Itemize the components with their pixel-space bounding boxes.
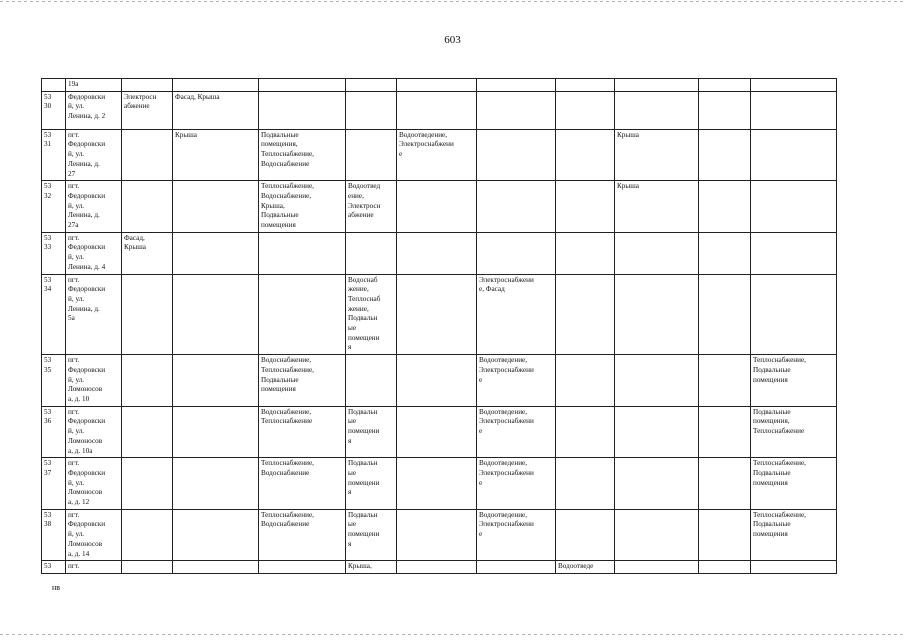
work-type-cell (122, 561, 173, 574)
work-type-cell (259, 274, 346, 355)
work-type-cell (122, 355, 173, 407)
work-type-cell: Подвальн ые помещени я (346, 458, 397, 510)
table-row (42, 274, 837, 355)
scan-edge-top (0, 1, 905, 2)
row-number-cell: 53 33 (42, 232, 66, 274)
address-cell: 19а (66, 79, 122, 92)
work-type-cell (477, 91, 556, 129)
work-type-cell (122, 406, 173, 458)
table-row (42, 91, 837, 129)
work-type-cell (259, 79, 346, 92)
table-row (42, 232, 837, 274)
work-type-cell (122, 458, 173, 510)
work-type-cell (556, 274, 615, 355)
work-type-cell (397, 355, 477, 407)
work-type-cell: Теплоснабжение, Подвальные помещения (751, 355, 837, 407)
row-number-cell: 53 35 (42, 355, 66, 407)
work-type-cell: Теплоснабжение, Подвальные помещения (751, 458, 837, 510)
work-type-cell (397, 561, 477, 574)
work-type-cell (556, 79, 615, 92)
work-type-cell (173, 561, 259, 574)
row-number-cell: 53 34 (42, 274, 66, 355)
work-type-cell: Водоотведение, Электроснабжени е (477, 355, 556, 407)
work-type-cell (556, 129, 615, 181)
work-type-cell (615, 91, 699, 129)
work-type-cell (173, 181, 259, 233)
work-type-cell: Водоснаб жение, Теплоснаб жение, Подвальн ые помещени я (346, 274, 397, 355)
work-type-cell (615, 232, 699, 274)
work-type-cell (751, 274, 837, 355)
row-number-cell (42, 79, 66, 92)
work-type-cell: Электроснабжени е, Фасад (477, 274, 556, 355)
work-type-cell: Водоснабжение, Теплоснабжение, Подвальные помещения (259, 355, 346, 407)
row-number-cell: 53 (42, 561, 66, 574)
work-type-cell: Водоотведение, Электроснабжени е (477, 458, 556, 510)
scan-edge-bottom (0, 634, 905, 635)
work-type-cell (477, 232, 556, 274)
work-type-cell (346, 232, 397, 274)
work-type-cell: Электросн абжение (122, 91, 173, 129)
work-type-cell (751, 181, 837, 233)
row-number-cell: 53 30 (42, 91, 66, 129)
address-cell: пгт. Федоровски й, ул. Ленина, д. 27а (66, 181, 122, 233)
work-type-cell: Теплоснабжение, Подвальные помещения (751, 509, 837, 561)
work-type-cell (699, 355, 751, 407)
work-type-cell (346, 79, 397, 92)
work-type-cell (699, 79, 751, 92)
work-type-cell: Подвальн ые помещени я (346, 509, 397, 561)
address-cell: пгт. (66, 561, 122, 574)
row-number-cell: 53 38 (42, 509, 66, 561)
work-type-cell (751, 561, 837, 574)
row-number-cell: 53 32 (42, 181, 66, 233)
work-type-cell (346, 355, 397, 407)
row-number-cell: 53 31 (42, 129, 66, 181)
work-type-cell: Фасад, Крыша (122, 232, 173, 274)
work-type-cell (397, 406, 477, 458)
work-type-cell (615, 561, 699, 574)
address-cell: пгт. Федоровски й, ул. Ломоносов а, д. 12 (66, 458, 122, 510)
address-cell: пгт. Федоровски й, ул. Ленина, д. 5а (66, 274, 122, 355)
work-type-cell (173, 509, 259, 561)
work-type-cell (556, 509, 615, 561)
work-type-cell (751, 232, 837, 274)
work-type-cell (699, 561, 751, 574)
work-type-cell (259, 232, 346, 274)
work-type-cell (122, 79, 173, 92)
work-type-cell (397, 91, 477, 129)
work-type-cell: Водоотведение, Электроснабжени е (397, 129, 477, 181)
work-type-cell (346, 129, 397, 181)
table-row (42, 458, 837, 510)
work-type-cell: Крыша (615, 129, 699, 181)
work-type-cell: Фасад, Крыша (173, 91, 259, 129)
table-row (42, 79, 837, 92)
work-type-cell (699, 274, 751, 355)
work-type-cell (615, 458, 699, 510)
work-type-cell (346, 91, 397, 129)
work-type-cell (397, 509, 477, 561)
work-type-cell (173, 274, 259, 355)
work-type-cell: Подвальн ые помещени я (346, 406, 397, 458)
work-type-cell: Подвальные помещения, Теплоснабжение, Водоснабжение (259, 129, 346, 181)
work-type-cell (477, 79, 556, 92)
work-type-cell: Водоотведение, Электроснабжени е (477, 509, 556, 561)
page-number: 603 (444, 34, 461, 46)
work-type-cell (615, 79, 699, 92)
work-type-cell (397, 79, 477, 92)
table-row (42, 181, 837, 233)
work-type-cell (173, 79, 259, 92)
footnote: нв (52, 583, 61, 592)
work-type-cell: Водоотвед ение, Электросн абжение (346, 181, 397, 233)
work-type-cell: Крыша, (346, 561, 397, 574)
work-type-cell (615, 406, 699, 458)
work-type-cell (397, 458, 477, 510)
work-type-cell (556, 355, 615, 407)
work-type-cell (259, 91, 346, 129)
row-number-cell: 53 37 (42, 458, 66, 510)
work-type-cell (397, 181, 477, 233)
work-type-cell (556, 406, 615, 458)
work-type-cell: Крыша (173, 129, 259, 181)
table-row (42, 509, 837, 561)
work-type-cell (699, 232, 751, 274)
work-type-cell (477, 561, 556, 574)
work-type-cell (477, 129, 556, 181)
work-type-cell (477, 181, 556, 233)
address-cell: Федоровски й, ул. Ленина, д. 2 (66, 91, 122, 129)
work-type-cell (556, 91, 615, 129)
work-type-cell (751, 79, 837, 92)
work-type-cell: Теплоснабжение, Водоснабжение (259, 509, 346, 561)
work-type-cell (173, 406, 259, 458)
work-type-cell (699, 91, 751, 129)
table-row (42, 129, 837, 181)
table-body (42, 79, 837, 574)
work-type-cell (397, 274, 477, 355)
repair-schedule-table (41, 78, 837, 574)
work-type-cell (699, 458, 751, 510)
work-type-cell: Теплоснабжение, Водоснабжение, Крыша, Подвальные помещения (259, 181, 346, 233)
work-type-cell (173, 232, 259, 274)
work-type-cell: Теплоснабжение, Водоснабжение (259, 458, 346, 510)
address-cell: пгт. Федоровски й, ул. Ленина, д. 4 (66, 232, 122, 274)
row-number-cell: 53 36 (42, 406, 66, 458)
work-type-cell (699, 406, 751, 458)
work-type-cell (122, 509, 173, 561)
work-type-cell (751, 129, 837, 181)
work-type-cell: Водоотведение, Электроснабжени е (477, 406, 556, 458)
work-type-cell (615, 355, 699, 407)
work-type-cell (173, 355, 259, 407)
work-type-cell (122, 274, 173, 355)
work-type-cell (615, 274, 699, 355)
work-type-cell: Крыша (615, 181, 699, 233)
table-row (42, 406, 837, 458)
work-type-cell (615, 509, 699, 561)
address-cell: пгт. Федоровски й, ул. Ленина, д. 27 (66, 129, 122, 181)
work-type-cell (259, 561, 346, 574)
work-type-cell (699, 509, 751, 561)
work-type-cell (173, 458, 259, 510)
work-type-cell: Водоснабжение, Теплоснабжение (259, 406, 346, 458)
address-cell: пгт. Федоровски й, ул. Ломоносов а, д. 10а (66, 406, 122, 458)
address-cell: пгт. Федоровски й, ул. Ломоносов а, д. 10 (66, 355, 122, 407)
table-row (42, 355, 837, 407)
work-type-cell (556, 232, 615, 274)
address-cell: пгт. Федоровски й, ул. Ломоносов а, д. 14 (66, 509, 122, 561)
work-type-cell: Подвальные помещения, Теплоснабжение (751, 406, 837, 458)
work-type-cell (556, 181, 615, 233)
table-row (42, 561, 837, 574)
work-type-cell (699, 181, 751, 233)
work-type-cell (397, 232, 477, 274)
work-type-cell (556, 458, 615, 510)
work-type-cell: Водоотведе (556, 561, 615, 574)
work-type-cell (122, 129, 173, 181)
work-type-cell (751, 91, 837, 129)
work-type-cell (699, 129, 751, 181)
work-type-cell (122, 181, 173, 233)
